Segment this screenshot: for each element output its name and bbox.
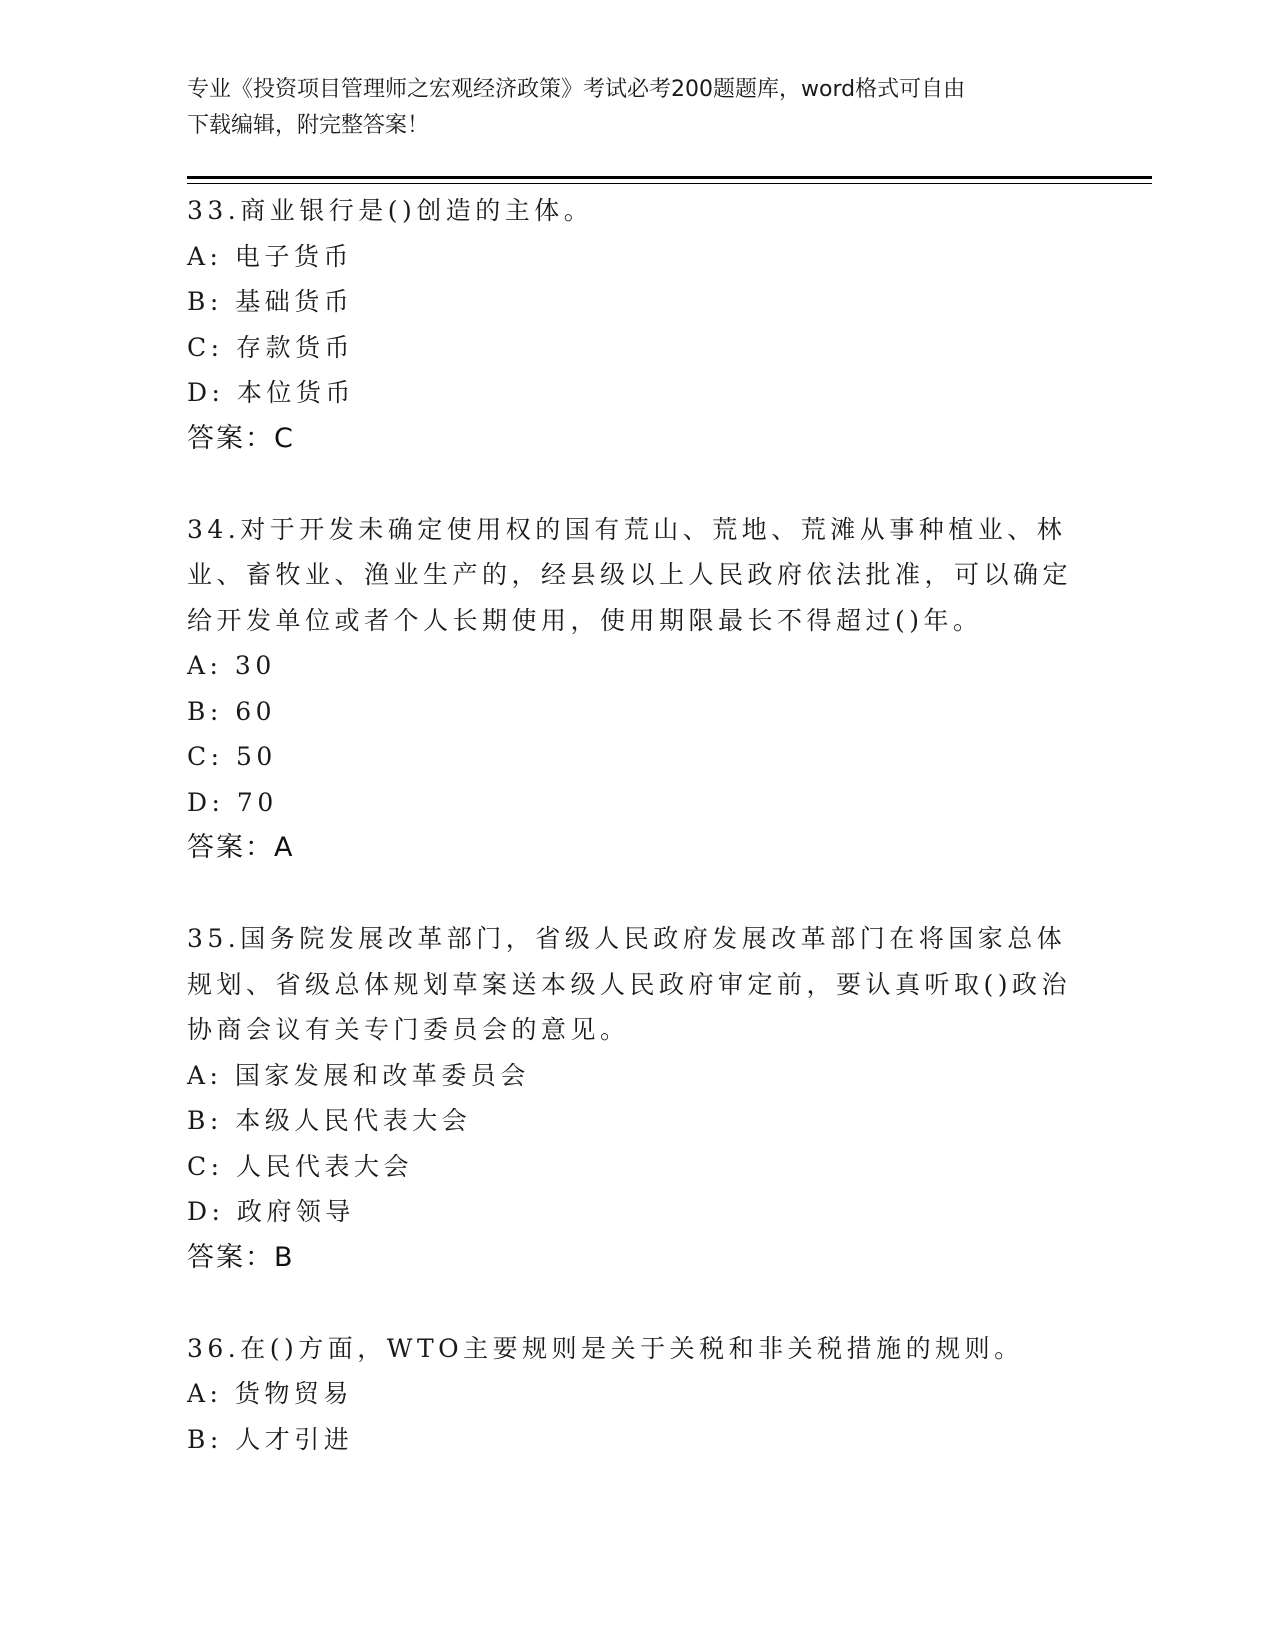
option-c: C: 50 <box>187 742 277 771</box>
question-34 <box>187 507 1087 871</box>
option-d: D: 70 <box>187 787 278 817</box>
question-text: 36.在()方面，WTO主要规则是关于关税和非关税措施的规则。 <box>187 1333 1024 1363</box>
option-b: B: 人才引进 <box>187 1424 354 1454</box>
answer-label: 答案：C <box>187 422 295 454</box>
answer-label: 答案：B <box>187 1241 295 1273</box>
question-35 <box>187 916 1087 1280</box>
question-text: 34.对于开发未确定使用权的国有荒山、荒地、荒滩从事种植业、林业、畜牧业、渔业生产的，经县级以上人民政府依法批准，可以确定给开发单位或者个人长期使用，使用期限最长不得超过()年。 <box>187 514 1073 635</box>
option-c: C: 存款货币 <box>187 332 354 362</box>
header-line-2: 下载编辑，附完整答案！ <box>187 113 430 138</box>
question-36 <box>187 1326 1087 1463</box>
option-b: B: 本级人民代表大会 <box>187 1106 472 1135</box>
header-rule-thick <box>187 176 1152 179</box>
option-a: A: 国家发展和改革委员会 <box>187 1060 530 1090</box>
question-33 <box>187 188 1087 461</box>
question-list <box>187 188 1087 1462</box>
document-header <box>187 72 1067 144</box>
header-rule-thin <box>187 183 1152 184</box>
option-b: B: 60 <box>187 696 277 726</box>
question-text: 33.商业银行是()创造的主体。 <box>187 196 594 225</box>
answer-label: 答案：A <box>187 832 295 863</box>
option-c: C: 人民代表大会 <box>187 1151 413 1181</box>
option-a: A: 电子货币 <box>187 241 353 271</box>
option-d: D: 政府领导 <box>187 1197 355 1226</box>
question-text: 35.国务院发展改革部门，省级人民政府发展改革部门在将国家总体规划、省级总体规划草案送本级人民政府审定前，要认真听取()政治协商会议有关专门委员会的意见。 <box>187 924 1072 1044</box>
option-b: B: 基础货币 <box>187 287 354 316</box>
header-line-1: 专业《投资项目管理师之宏观经济政策》考试必考200题题库，word格式可自由 <box>187 77 966 102</box>
option-a: A: 货物贸易 <box>187 1379 353 1408</box>
option-a: A: 30 <box>187 651 276 680</box>
option-d: D: 本位货币 <box>187 378 355 407</box>
